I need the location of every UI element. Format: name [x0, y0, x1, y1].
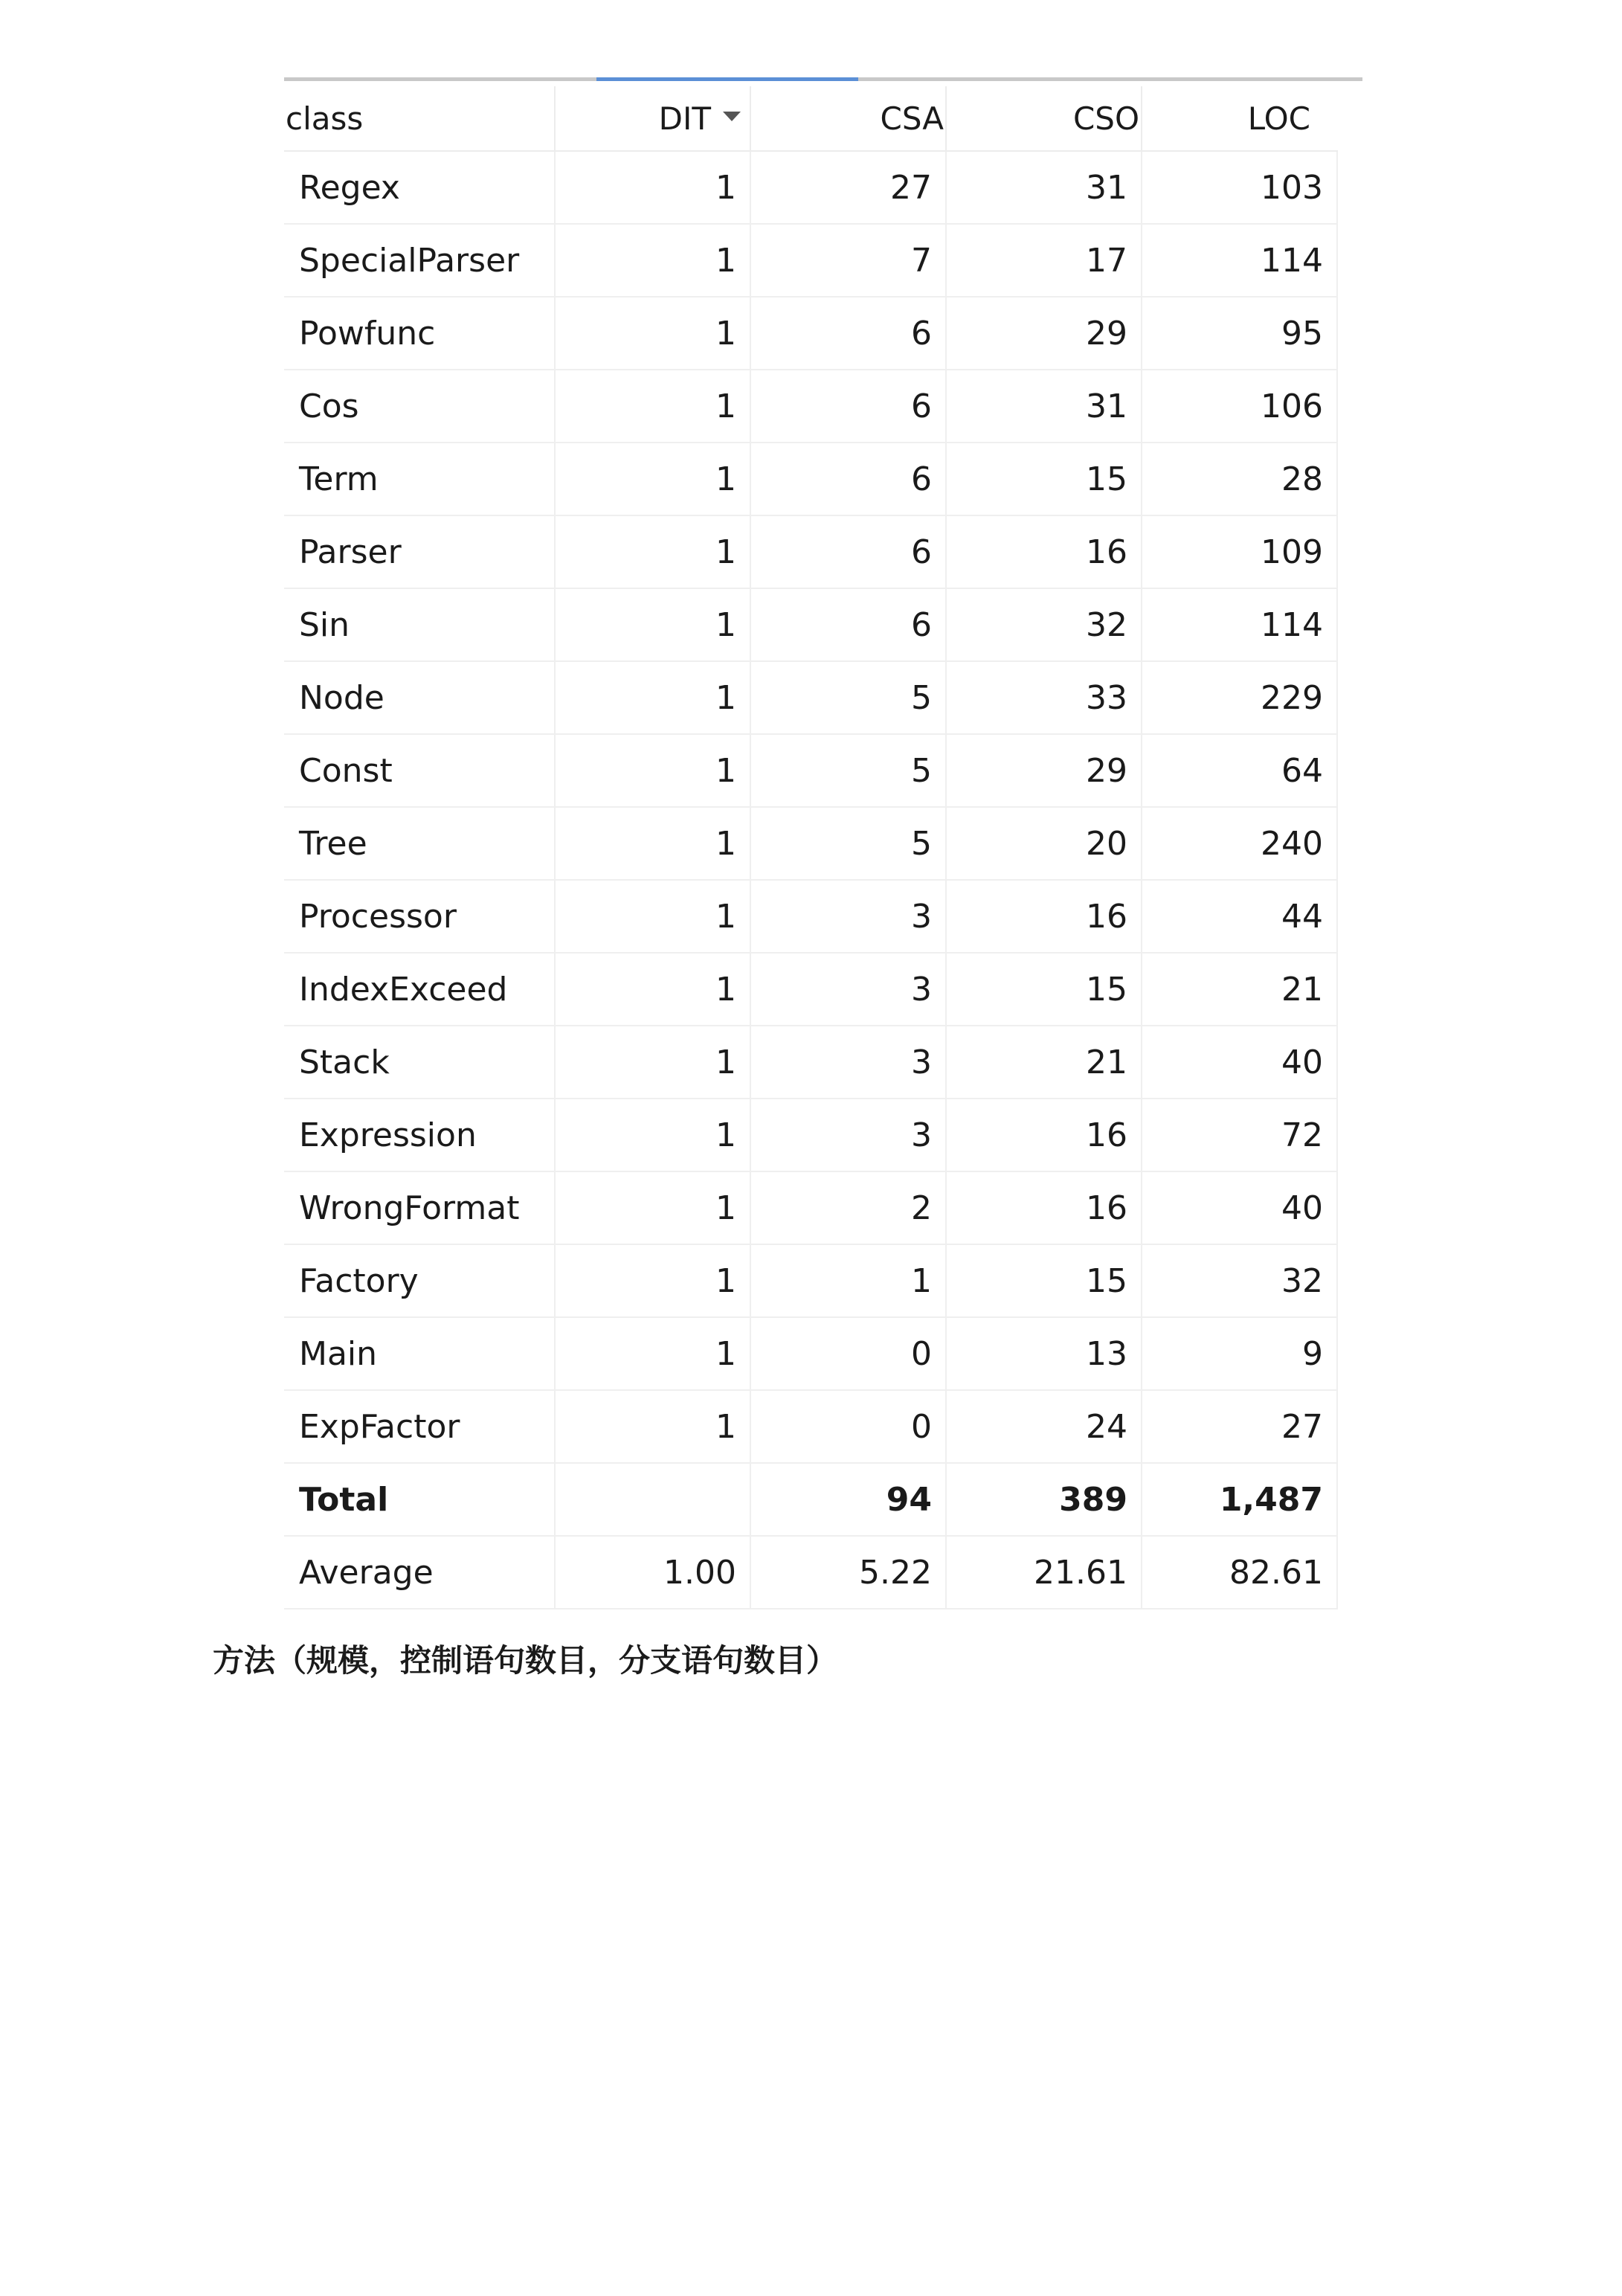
- cell-loc: 114: [1142, 588, 1337, 661]
- table-row: [284, 224, 1337, 297]
- table-row: [284, 880, 1337, 953]
- cell-dit: 1: [555, 297, 750, 370]
- cell-dit: [555, 1463, 750, 1536]
- table-row: [284, 1171, 1337, 1244]
- cell-class: Factory: [284, 1244, 555, 1317]
- column-header-loc[interactable]: [1142, 86, 1337, 151]
- table-row: [284, 1099, 1337, 1171]
- cell-loc: 21: [1142, 953, 1337, 1026]
- cell-cso: 21.61: [946, 1536, 1142, 1609]
- cell-cso: 24: [946, 1390, 1142, 1463]
- table-row: [284, 1317, 1337, 1390]
- cell-dit: 1.00: [555, 1536, 750, 1609]
- cell-cso: 16: [946, 880, 1142, 953]
- cell-loc: 27: [1142, 1390, 1337, 1463]
- table-average-row: [284, 1536, 1337, 1609]
- table-row: [284, 1244, 1337, 1317]
- cell-cso: 29: [946, 297, 1142, 370]
- table-row: [284, 151, 1337, 224]
- cell-cso: 20: [946, 807, 1142, 880]
- cell-csa: 0: [750, 1390, 946, 1463]
- cell-dit: 1: [555, 370, 750, 443]
- cell-dit: 1: [555, 1317, 750, 1390]
- cell-csa: 2: [750, 1171, 946, 1244]
- cell-csa: 1: [750, 1244, 946, 1317]
- column-header-cso-label: CSO: [1072, 100, 1139, 137]
- cell-dit: 1: [555, 734, 750, 807]
- cell-class: Term: [284, 443, 555, 515]
- cell-cso: 13: [946, 1317, 1142, 1390]
- table-total-row: [284, 1463, 1337, 1536]
- table-row: [284, 661, 1337, 734]
- cell-csa: 5: [750, 734, 946, 807]
- cell-cso: 31: [946, 370, 1142, 443]
- cell-cso: 16: [946, 515, 1142, 588]
- table-row: [284, 370, 1337, 443]
- cell-class: Node: [284, 661, 555, 734]
- cell-dit: 1: [555, 807, 750, 880]
- column-header-loc-label: LOC: [1247, 100, 1310, 137]
- cell-csa: 3: [750, 1026, 946, 1099]
- cell-loc: 32: [1142, 1244, 1337, 1317]
- column-header-dit[interactable]: [555, 86, 750, 151]
- cell-loc: 103: [1142, 151, 1337, 224]
- cell-class: Stack: [284, 1026, 555, 1099]
- cell-loc: 64: [1142, 734, 1337, 807]
- cell-csa: 5: [750, 661, 946, 734]
- sort-descending-icon[interactable]: [723, 112, 741, 121]
- cell-dit: 1: [555, 224, 750, 297]
- cell-csa: 27: [750, 151, 946, 224]
- cell-cso: 33: [946, 661, 1142, 734]
- cell-csa: 6: [750, 588, 946, 661]
- cell-class: Main: [284, 1317, 555, 1390]
- cell-cso: 31: [946, 151, 1142, 224]
- cell-cso: 32: [946, 588, 1142, 661]
- cell-dit: 1: [555, 1099, 750, 1171]
- cell-loc: 240: [1142, 807, 1337, 880]
- cell-csa: 5: [750, 807, 946, 880]
- table-row: [284, 588, 1337, 661]
- cell-csa: 6: [750, 370, 946, 443]
- cell-class: IndexExceed: [284, 953, 555, 1026]
- cell-class: SpecialParser: [284, 224, 555, 297]
- column-header-csa-label: CSA: [880, 100, 944, 137]
- cell-loc: 40: [1142, 1026, 1337, 1099]
- cell-loc: 229: [1142, 661, 1337, 734]
- class-metrics-table: [284, 86, 1338, 1610]
- column-header-class[interactable]: [284, 86, 555, 151]
- cell-loc: 44: [1142, 880, 1337, 953]
- cell-cso: 16: [946, 1099, 1142, 1171]
- cell-loc: 40: [1142, 1171, 1337, 1244]
- cell-cso: 15: [946, 953, 1142, 1026]
- column-header-cso[interactable]: [946, 86, 1142, 151]
- column-header-csa[interactable]: [750, 86, 946, 151]
- cell-dit: 1: [555, 1244, 750, 1317]
- table-row: [284, 807, 1337, 880]
- cell-class: Average: [284, 1536, 555, 1609]
- cell-dit: 1: [555, 515, 750, 588]
- table-body: [284, 151, 1337, 1609]
- table-row: [284, 297, 1337, 370]
- cell-class: Sin: [284, 588, 555, 661]
- cell-class: ExpFactor: [284, 1390, 555, 1463]
- section-caption: 方法（规模，控制语句数目，分支语句数目）: [213, 1642, 838, 1679]
- cell-csa: 3: [750, 1099, 946, 1171]
- table-row: [284, 734, 1337, 807]
- cell-class: Const: [284, 734, 555, 807]
- cell-class: Expression: [284, 1099, 555, 1171]
- cell-csa: 6: [750, 297, 946, 370]
- cell-class: Processor: [284, 880, 555, 953]
- column-header-class-label: class: [286, 100, 364, 137]
- cell-class: Powfunc: [284, 297, 555, 370]
- table-row: [284, 443, 1337, 515]
- cell-csa: 0: [750, 1317, 946, 1390]
- cell-csa: 94: [750, 1463, 946, 1536]
- cell-dit: 1: [555, 1171, 750, 1244]
- cell-class: Parser: [284, 515, 555, 588]
- cell-class: Tree: [284, 807, 555, 880]
- table-row: [284, 953, 1337, 1026]
- cell-dit: 1: [555, 151, 750, 224]
- cell-dit: 1: [555, 953, 750, 1026]
- cell-csa: 3: [750, 953, 946, 1026]
- cell-loc: 106: [1142, 370, 1337, 443]
- cell-cso: 15: [946, 1244, 1142, 1317]
- cell-loc: 109: [1142, 515, 1337, 588]
- cell-csa: 5.22: [750, 1536, 946, 1609]
- cell-dit: 1: [555, 661, 750, 734]
- cell-csa: 6: [750, 515, 946, 588]
- cell-csa: 3: [750, 880, 946, 953]
- cell-class: Cos: [284, 370, 555, 443]
- cell-loc: 114: [1142, 224, 1337, 297]
- cell-loc: 95: [1142, 297, 1337, 370]
- cell-class: Regex: [284, 151, 555, 224]
- cell-dit: 1: [555, 1390, 750, 1463]
- cell-loc: 72: [1142, 1099, 1337, 1171]
- cell-cso: 17: [946, 224, 1142, 297]
- cell-dit: 1: [555, 880, 750, 953]
- cell-loc: 9: [1142, 1317, 1337, 1390]
- cell-class: WrongFormat: [284, 1171, 555, 1244]
- cell-dit: 1: [555, 443, 750, 515]
- sort-column-indicator: [596, 77, 858, 81]
- cell-cso: 29: [946, 734, 1142, 807]
- table-row: [284, 1390, 1337, 1463]
- cell-cso: 389: [946, 1463, 1142, 1536]
- cell-cso: 21: [946, 1026, 1142, 1099]
- cell-cso: 15: [946, 443, 1142, 515]
- cell-csa: 7: [750, 224, 946, 297]
- cell-loc: 1,487: [1142, 1463, 1337, 1536]
- header-row: [284, 86, 1337, 151]
- cell-csa: 6: [750, 443, 946, 515]
- cell-loc: 28: [1142, 443, 1337, 515]
- column-header-dit-label: DIT: [658, 100, 711, 137]
- table-row: [284, 1026, 1337, 1099]
- cell-class: Total: [284, 1463, 555, 1536]
- cell-cso: 16: [946, 1171, 1142, 1244]
- table-row: [284, 515, 1337, 588]
- cell-loc: 82.61: [1142, 1536, 1337, 1609]
- cell-dit: 1: [555, 1026, 750, 1099]
- cell-dit: 1: [555, 588, 750, 661]
